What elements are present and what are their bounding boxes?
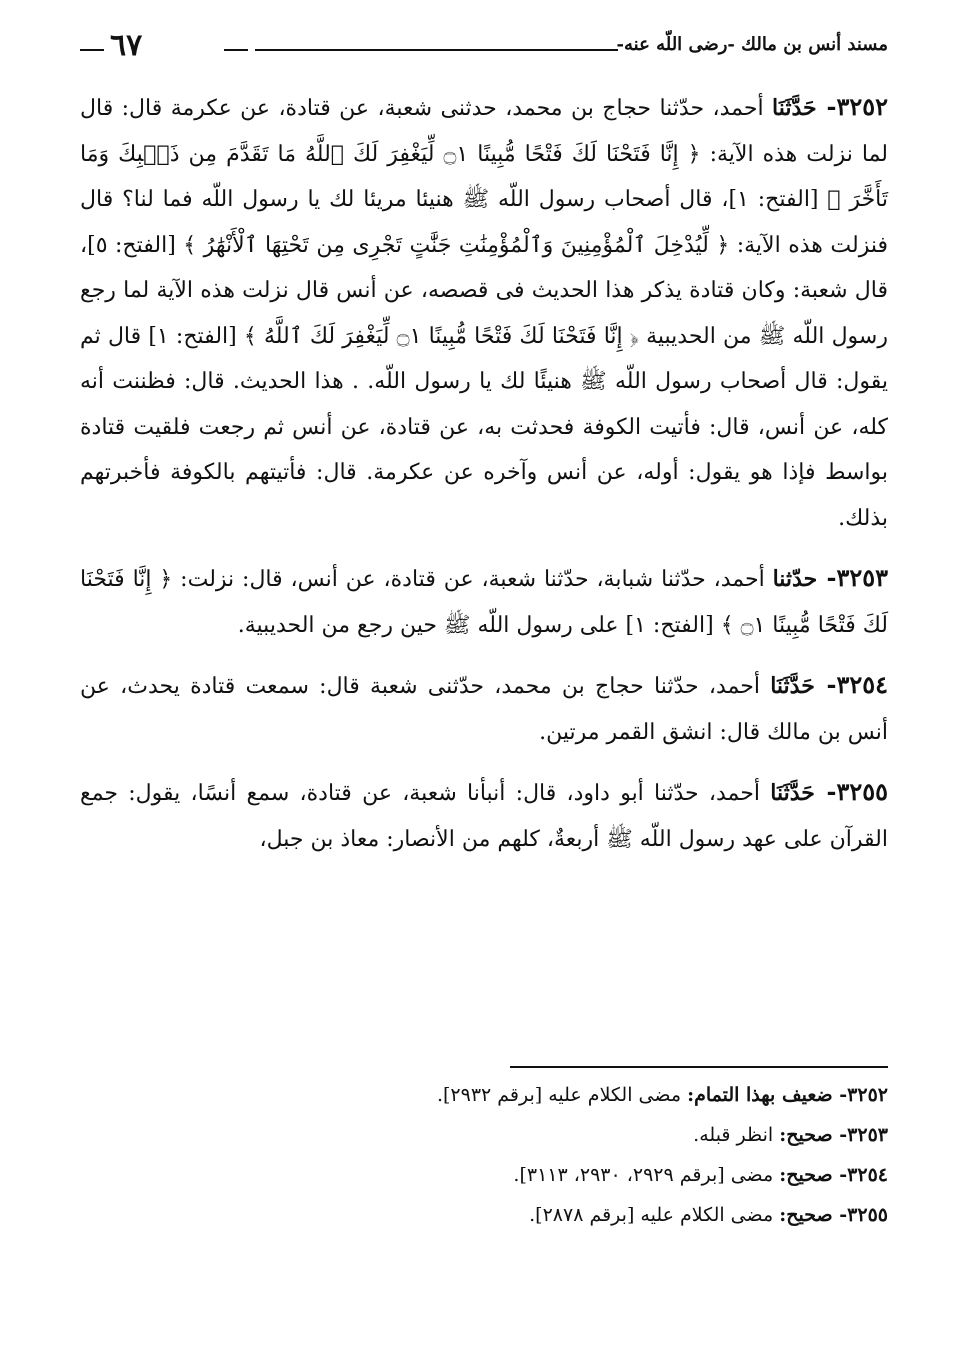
footnote-grade: صحيح: <box>779 1204 833 1226</box>
hadith-3255: ٣٢٥٥- حَدَّثَنَا أحمد، حدّثنا أبو داود، قال: أنبأنا شعبة، عن قتادة، سمع أنسًا، يقول: جمع القرآن على عهد رسول اللّه ﷺ أربعةٌ، كلهم من الأنصار: معاذ بن جبل، <box>80 777 888 852</box>
footnote-text: مضى الكلام عليه [برقم ٢٩٣٢]. <box>436 1084 682 1106</box>
footnote-number: ٣٢٥٥ <box>847 1204 888 1226</box>
footnote-number: ٣٢٥٣ <box>847 1124 888 1146</box>
header-dash-left <box>80 49 104 51</box>
footnote-number: ٣٢٥٢ <box>847 1084 888 1106</box>
footnote-text: مضى [برقم ٢٩٢٩، ٢٩٣٠، ٣١١٣]. <box>513 1164 774 1186</box>
main-text <box>80 84 888 876</box>
hadith-text: أحمد، حدّثنا شبابة، حدّثنا شعبة، عن قتادة، عن أنس، قال: نزلت: ﴿ إِنَّا فَتَحْنَا لَكَ فَتْحًا مُّبِينًا ۝١ ﴾ [الفتح: ١] على رسول اللّه ﷺ حين رجع من الحديبية. <box>80 567 888 638</box>
footnote-item: ٣٢٥٢- ضعيف بهذا التمام: مضى الكلام عليه [برقم ٢٩٣٢]. <box>436 1084 888 1106</box>
footnote-item: ٣٢٥٤- صحيح: مضى [برقم ٢٩٢٩، ٢٩٣٠، ٣١١٣]. <box>513 1164 888 1186</box>
header-rule <box>255 49 618 51</box>
hadith-text: أحمد، حدّثنا أبو داود، قال: أنبأنا شعبة، عن قتادة، سمع أنسًا، يقول: جمع القرآن على عهد رسول اللّه ﷺ أربعةٌ، كلهم من الأنصار: معاذ بن جبل، <box>80 781 888 852</box>
hadith-number: ٣٢٥٤ <box>836 670 888 699</box>
footnote-rule <box>510 1066 888 1068</box>
hadith-number: ٣٢٥٣ <box>836 563 888 592</box>
hadith-label: حَدَّثَنَا <box>770 780 815 806</box>
hadith-label: حَدَّثَنَا <box>770 673 815 699</box>
hadith-label: حدّثنا <box>772 566 818 592</box>
footnote-grade: صحيح: <box>779 1164 833 1186</box>
footnote-item: ٣٢٥٣- صحيح: انظر قبله. <box>693 1124 888 1146</box>
hadith-text: أحمد، حدّثنا حجاج بن محمد، حدثنى شعبة، عن قتادة، عن عكرمة قال: قال لما نزلت هذه الآية: ﴿ إِنَّا فَتَحْنَا لَكَ فَتْحًا مُّبِينًا ۝١ لِّيَغْفِرَ لَكَ ٱللَّهُ مَا تَقَدَّمَ مِن ذَنۢبِكَ وَمَا تَأَخَّرَ ﴾ [الفتح: ١]، قال أصحاب رسول اللّه ﷺ هنيئا مريئا لك يا رسول اللّه فما لنا؟ قال فنزلت هذه الآية: ﴿ لِّيُدْخِلَ ٱلْمُؤْمِنِينَ وَٱلْمُؤْمِنَٰتِ جَنَّٰتٍ تَجْرِى مِن تَحْتِهَا ٱلْأَنْهَٰرُ ﴾ [الفتح: ٥]، قال شعبة: وكان قتادة يذكر هذا الحديث فى قصصه، عن أنس قال نزلت هذه الآية لما رجع رسول اللّه ﷺ من الحديبية ﴿ إِنَّا فَتَحْنَا لَكَ فَتْحًا مُّبِينًا ۝١ لِّيَغْفِرَ لَكَ ٱللَّهُ ﴾ [الفتح: ١] قال ثم يقول: قال أصحاب رسول اللّه ﷺ هنيئًا لك يا رسول اللّه. . هذا الحديث. قال: فظننت أنه كله، عن أنس، قال: فأتيت الكوفة فحدثت به، عن قتادة، عن أنس ثم رجعت فلقيت قتادة بواسط فإذا هو يقول: أوله، عن أنس وآخره عن عكرمة. قال: فأتيتهم بالكوفة فأخبرتهم بذلك. <box>80 96 888 531</box>
hadith-number: ٣٢٥٥ <box>836 777 888 806</box>
header-title: مسند أنس بن مالك -رضى اللّه عنه- <box>616 34 888 55</box>
footnote-grade: ضعيف بهذا التمام: <box>687 1084 833 1106</box>
footnote-text: مضى الكلام عليه [برقم ٢٨٧٨]. <box>529 1204 774 1226</box>
hadith-3254: ٣٢٥٤- حَدَّثَنَا أحمد، حدّثنا حجاج بن محمد، حدّثنى شعبة قال: سمعت قتادة يحدث، عن أنس بن مالك قال: انشق القمر مرتين. <box>80 670 888 745</box>
hadith-text: أحمد، حدّثنا حجاج بن محمد، حدّثنى شعبة قال: سمعت قتادة يحدث، عن أنس بن مالك قال: انشق القمر مرتين. <box>80 674 888 745</box>
hadith-number: ٣٢٥٢ <box>836 92 888 121</box>
hadith-label: حَدَّثَنَا <box>772 95 817 121</box>
footnotes <box>80 1078 888 1238</box>
footnote-number: ٣٢٥٤ <box>847 1164 888 1186</box>
hadith-3253: ٣٢٥٣- حدّثنا أحمد، حدّثنا شبابة، حدّثنا شعبة، عن قتادة، عن أنس، قال: نزلت: ﴿ إِنَّا فَتَحْنَا لَكَ فَتْحًا مُّبِينًا ۝١ ﴾ [الفتح: ١] على رسول اللّه ﷺ حين رجع من الحديبية. <box>80 563 888 638</box>
footnote-grade: صحيح: <box>779 1124 833 1146</box>
footnote-item: ٣٢٥٥- صحيح: مضى الكلام عليه [برقم ٢٨٧٨]. <box>529 1204 888 1226</box>
hadith-3252: ٣٢٥٢- حَدَّثَنَا أحمد، حدّثنا حجاج بن محمد، حدثنى شعبة، عن قتادة، عن عكرمة قال: قال لما نزلت هذه الآية: ﴿ إِنَّا فَتَحْنَا لَكَ فَتْحًا مُّبِينًا ۝١ لِّيَغْفِرَ لَكَ ٱللَّهُ مَا تَقَدَّمَ مِن ذَنۢبِكَ وَمَا تَأَخَّرَ ﴾ [الفتح: ١]، قال أصحاب رسول اللّه ﷺ هنيئا مريئا لك يا رسول اللّه فما لنا؟ قال فنزلت هذه الآية: ﴿ لِّيُدْخِلَ ٱلْمُؤْمِنِينَ وَٱلْمُؤْمِنَٰتِ جَنَّٰتٍ تَجْرِى مِن تَحْتِهَا ٱلْأَنْهَٰرُ ﴾ [الفتح: ٥]، قال شعبة: وكان قتادة يذكر هذا الحديث فى قصصه، عن أنس قال نزلت هذه الآية لما رجع رسول اللّه ﷺ من الحديبية ﴿ إِنَّا فَتَحْنَا لَكَ فَتْحًا مُّبِينًا ۝١ لِّيَغْفِرَ لَكَ ٱللَّهُ ﴾ [الفتح: ١] قال ثم يقول: قال أصحاب رسول اللّه ﷺ هنيئًا لك يا رسول اللّه. . هذا الحديث. قال: فظننت أنه كله، عن أنس، قال: فأتيت الكوفة فحدثت به، عن قتادة، عن أنس ثم رجعت فلقيت قتادة بواسط فإذا هو يقول: أوله، عن أنس وآخره عن عكرمة. قال: فأتيتهم بالكوفة فأخبرتهم بذلك. <box>80 92 888 531</box>
running-header <box>80 28 888 68</box>
page-number: ٦٧ <box>110 28 143 63</box>
header-dash-right <box>224 49 248 51</box>
footnote-text: انظر قبله. <box>693 1124 774 1146</box>
